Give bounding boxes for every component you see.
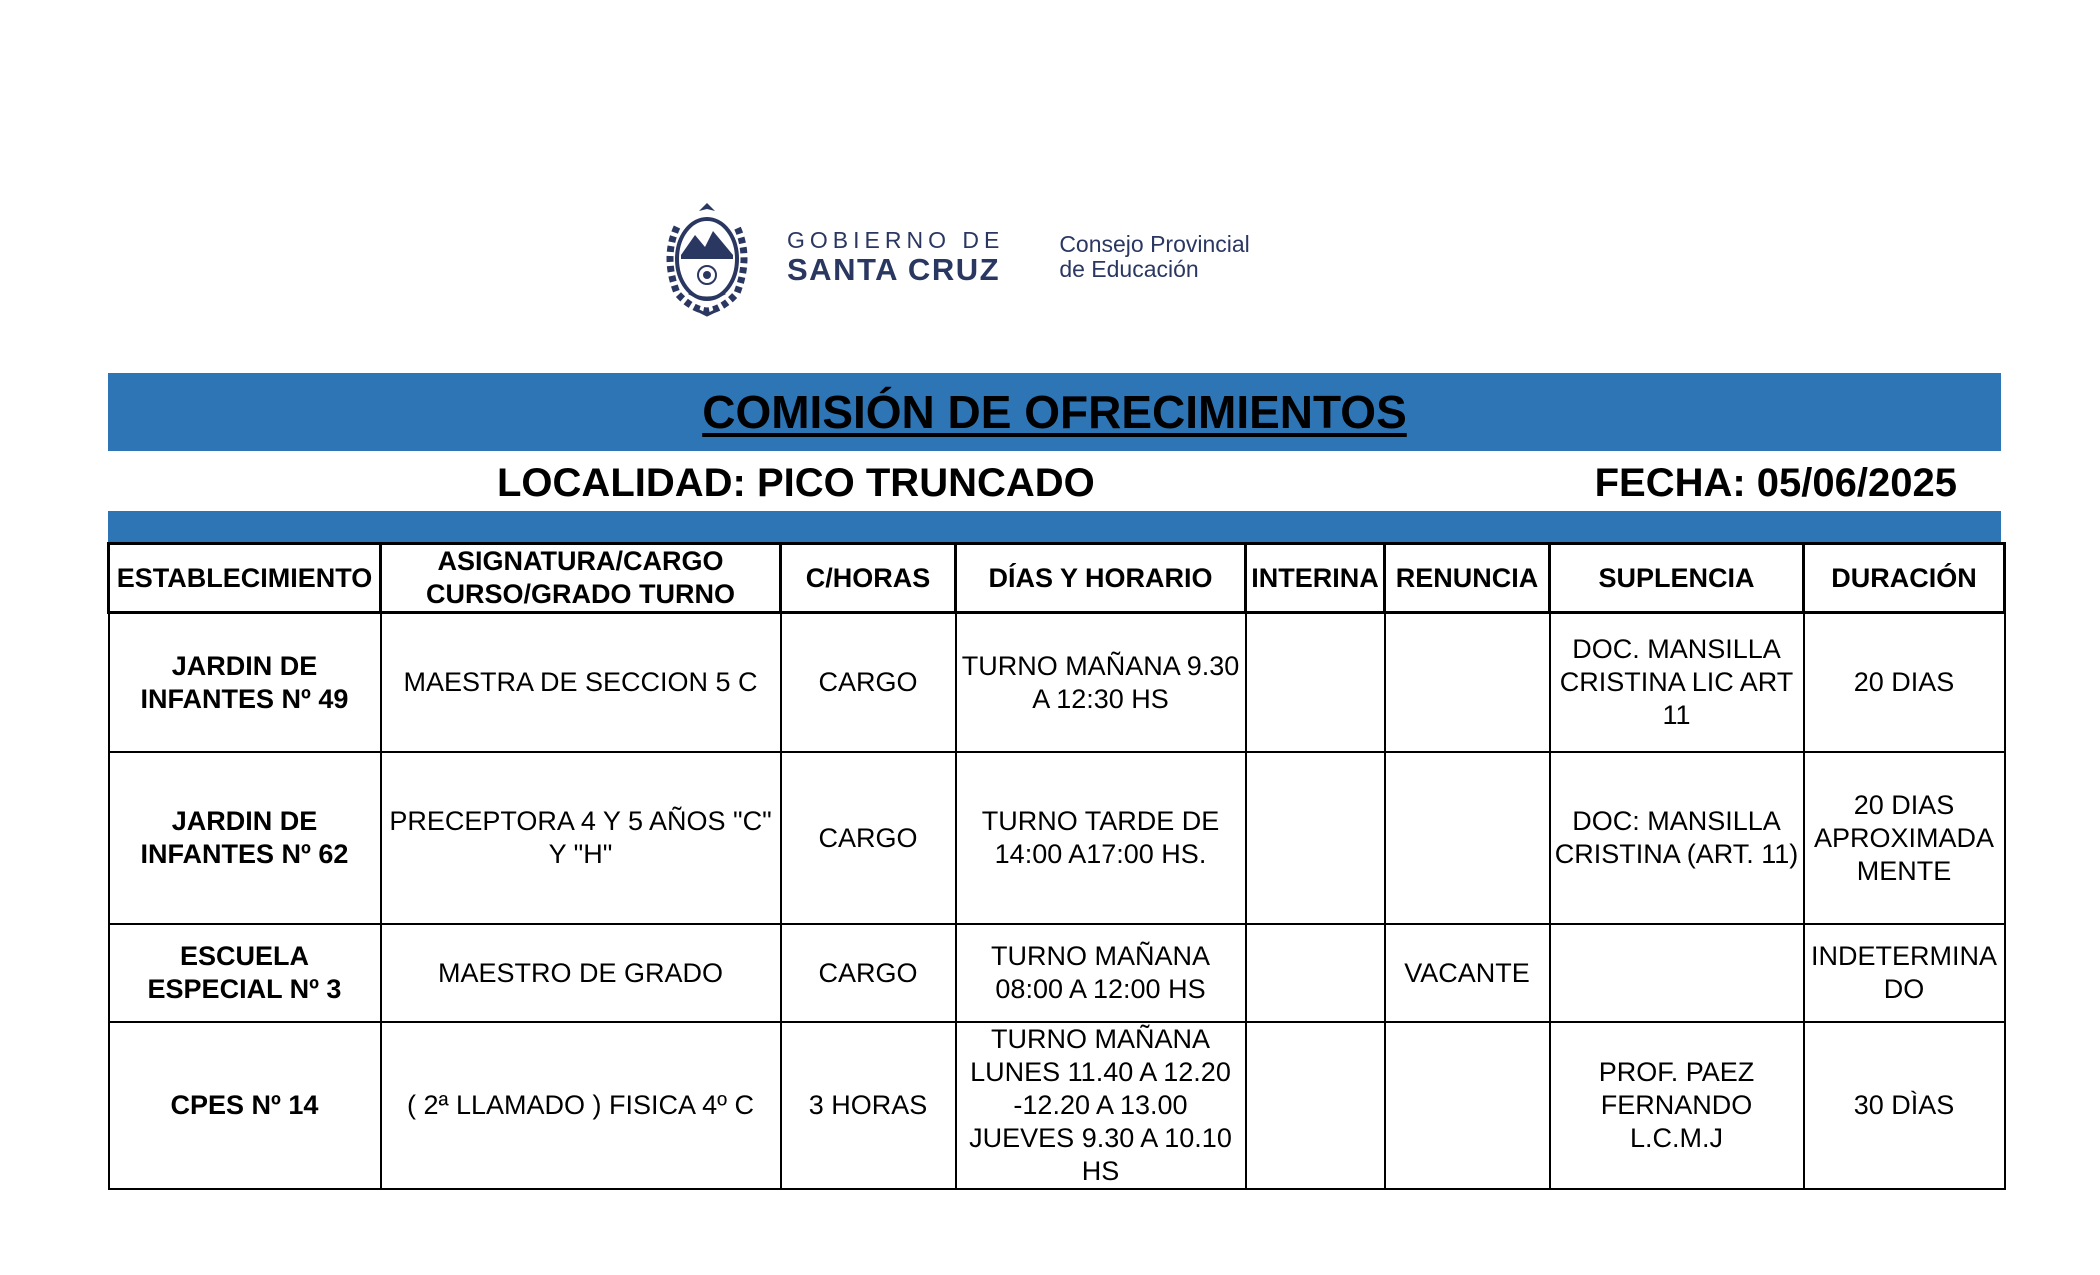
cell-asignatura: ( 2ª LLAMADO ) FISICA 4º C bbox=[381, 1022, 781, 1189]
col-header-suplencia: SUPLENCIA bbox=[1550, 544, 1804, 613]
cell-horas: CARGO bbox=[781, 924, 956, 1022]
cell-establecimiento: CPES Nº 14 bbox=[109, 1022, 381, 1189]
cell-interina bbox=[1246, 924, 1385, 1022]
col-header-interina: INTERINA bbox=[1246, 544, 1385, 613]
cell-renuncia bbox=[1385, 613, 1550, 753]
government-brand bbox=[787, 227, 1004, 287]
cell-horario: TURNO TARDE DE 14:00 A17:00 HS. bbox=[956, 752, 1246, 924]
cell-horas: 3 HORAS bbox=[781, 1022, 956, 1189]
localidad-label: LOCALIDAD: PICO TRUNCADO bbox=[497, 461, 1095, 505]
cell-duracion: 20 DIAS bbox=[1804, 613, 2005, 753]
cell-horario: TURNO MAÑANA 9.30 A 12:30 HS bbox=[956, 613, 1246, 753]
cell-suplencia: PROF. PAEZ FERNANDO L.C.M.J bbox=[1550, 1022, 1804, 1189]
cell-horas: CARGO bbox=[781, 613, 956, 753]
brand-line-1: GOBIERNO DE bbox=[787, 227, 1005, 253]
cell-horario: TURNO MAÑANA 08:00 A 12:00 HS bbox=[956, 924, 1246, 1022]
cell-duracion: INDETERMINA DO bbox=[1804, 924, 2005, 1022]
col-header-asignatura: ASIGNATURA/CARGO CURSO/GRADO TURNO bbox=[381, 544, 781, 613]
table-row bbox=[109, 1022, 2005, 1189]
title-band bbox=[108, 373, 2001, 451]
table-row bbox=[109, 924, 2005, 1022]
cell-renuncia bbox=[1385, 1022, 1550, 1189]
table-header-row bbox=[109, 544, 2005, 613]
brand-line-2: SANTA CRUZ bbox=[787, 252, 1001, 287]
divider-band bbox=[108, 511, 2001, 542]
cell-asignatura: MAESTRO DE GRADO bbox=[381, 924, 781, 1022]
cell-asignatura: MAESTRA DE SECCION 5 C bbox=[381, 613, 781, 753]
cell-establecimiento: JARDIN DE INFANTES Nº 49 bbox=[109, 613, 381, 753]
col-header-establecimiento: ESTABLECIMIENTO bbox=[109, 544, 381, 613]
council-brand bbox=[1059, 232, 1249, 282]
cell-horas: CARGO bbox=[781, 752, 956, 924]
header-logo bbox=[655, 196, 1250, 318]
cell-establecimiento: ESCUELA ESPECIAL Nº 3 bbox=[109, 924, 381, 1022]
coat-of-arms-icon bbox=[655, 197, 759, 317]
offers-table bbox=[107, 542, 2006, 1190]
cell-horario: TURNO MAÑANA LUNES 11.40 A 12.20 -12.20 A 13.00 JUEVES 9.30 A 10.10 HS bbox=[956, 1022, 1246, 1189]
cell-interina bbox=[1246, 1022, 1385, 1189]
cell-interina bbox=[1246, 613, 1385, 753]
col-header-duracion: DURACIÓN bbox=[1804, 544, 2005, 613]
fecha-label: FECHA: 05/06/2025 bbox=[1594, 461, 1957, 505]
page-title: COMISIÓN DE OFRECIMIENTOS bbox=[702, 386, 1407, 438]
cell-suplencia bbox=[1550, 924, 1804, 1022]
cell-suplencia: DOC: MANSILLA CRISTINA (ART. 11) bbox=[1550, 752, 1804, 924]
cell-renuncia bbox=[1385, 752, 1550, 924]
cell-asignatura: PRECEPTORA 4 Y 5 AÑOS "C" Y "H" bbox=[381, 752, 781, 924]
table-row bbox=[109, 752, 2005, 924]
table-row bbox=[109, 613, 2005, 753]
col-header-horario: DÍAS Y HORARIO bbox=[956, 544, 1246, 613]
cell-duracion: 30 DÌAS bbox=[1804, 1022, 2005, 1189]
council-line-2: de Educación bbox=[1059, 256, 1199, 282]
council-line-1: Consejo Provincial bbox=[1059, 231, 1250, 257]
cell-interina bbox=[1246, 752, 1385, 924]
location-date-row bbox=[108, 455, 2001, 511]
col-header-renuncia: RENUNCIA bbox=[1385, 544, 1550, 613]
col-header-horas: C/HORAS bbox=[781, 544, 956, 613]
cell-renuncia: VACANTE bbox=[1385, 924, 1550, 1022]
cell-suplencia: DOC. MANSILLA CRISTINA LIC ART 11 bbox=[1550, 613, 1804, 753]
cell-duracion: 20 DIAS APROXIMADA MENTE bbox=[1804, 752, 2005, 924]
cell-establecimiento: JARDIN DE INFANTES Nº 62 bbox=[109, 752, 381, 924]
